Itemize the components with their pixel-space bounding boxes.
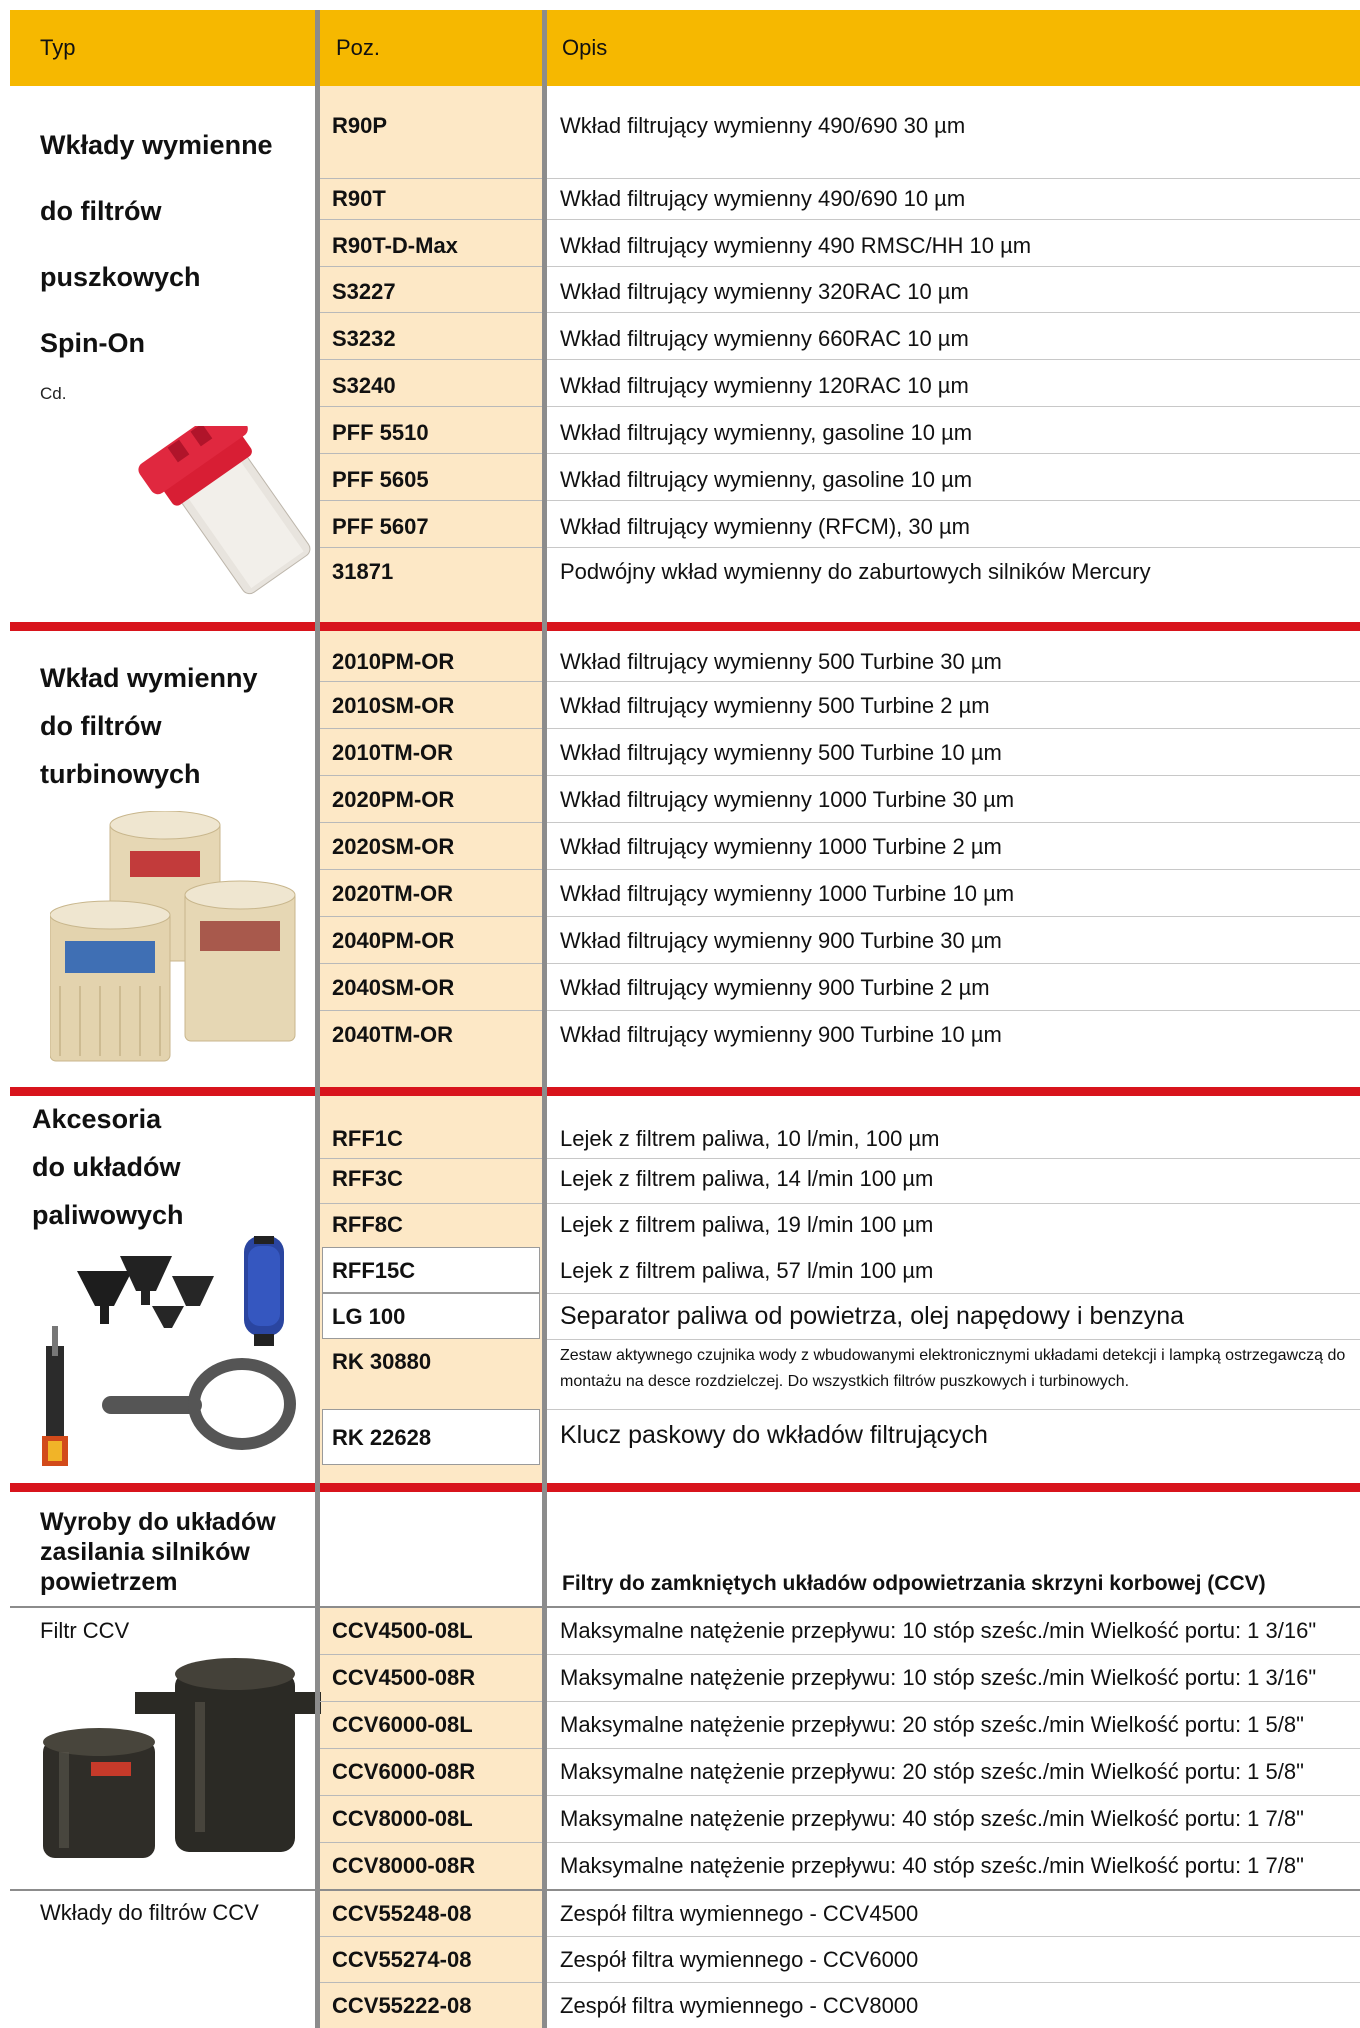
product-desc: Lejek z filtrem paliwa, 57 l/min 100 µm bbox=[560, 1258, 934, 1283]
column-separator bbox=[542, 10, 547, 2028]
product-code: RFF15C bbox=[332, 1258, 416, 1283]
section-title-line: puszkowych bbox=[40, 262, 201, 292]
product-desc: Zespół filtra wymiennego - CCV8000 bbox=[560, 1993, 919, 2018]
product-desc: Zespół filtra wymiennego - CCV4500 bbox=[560, 1901, 919, 1926]
product-code: 31871 bbox=[332, 559, 394, 584]
product-desc: Wkład filtrujący wymienny 120RAC 10 µm bbox=[560, 373, 969, 398]
section-accessories bbox=[10, 1096, 1360, 1483]
product-code: 2040TM-OR bbox=[332, 1022, 454, 1047]
product-desc: Maksymalne natężenie przepływu: 20 stóp sześc./min Wielkość portu: 1 5/8" bbox=[560, 1759, 1304, 1784]
product-desc: Wkład filtrujący wymienny 320RAC 10 µm bbox=[560, 279, 969, 304]
product-desc: Wkład filtrujący wymienny, gasoline 10 µm bbox=[560, 467, 973, 492]
product-desc: Maksymalne natężenie przepływu: 10 stóp sześc./min Wielkość portu: 1 3/16" bbox=[560, 1618, 1317, 1643]
product-code: PFF 5607 bbox=[332, 514, 429, 539]
product-code: R90P bbox=[332, 113, 388, 138]
product-code: RFF8C bbox=[332, 1212, 403, 1237]
product-code: R90T-D-Max bbox=[332, 233, 458, 258]
product-code: S3232 bbox=[332, 326, 396, 351]
product-code: CCV6000-08L bbox=[332, 1712, 473, 1737]
product-desc: Wkład filtrujący wymienny 500 Turbine 10 µm bbox=[560, 740, 1002, 765]
product-code: CCV8000-08L bbox=[332, 1806, 473, 1831]
section-title-line: Wyroby do układów bbox=[40, 1508, 276, 1536]
product-code: CCV4500-08L bbox=[332, 1618, 473, 1643]
product-desc: Wkład filtrujący wymienny 500 Turbine 30 µm bbox=[560, 649, 1002, 674]
product-desc: Wkład filtrujący wymienny 900 Turbine 2 µm bbox=[560, 975, 990, 1000]
turbine-elements-image bbox=[50, 811, 300, 1071]
product-code: CCV55248-08 bbox=[332, 1901, 472, 1926]
product-code: CCV55222-08 bbox=[332, 1993, 472, 2018]
section-title-line: powietrzem bbox=[40, 1568, 178, 1596]
product-code: LG 100 bbox=[332, 1304, 406, 1329]
group-label-ccv-elements: Wkłady do filtrów CCV bbox=[40, 1900, 259, 1925]
accessories-image bbox=[22, 1236, 322, 1481]
product-desc: Maksymalne natężenie przepływu: 10 stóp sześc./min Wielkość portu: 1 3/16" bbox=[560, 1665, 1317, 1690]
product-code: RFF3C bbox=[332, 1166, 403, 1191]
section-ccv bbox=[10, 1492, 1360, 2028]
product-desc: Maksymalne natężenie przepływu: 20 stóp sześc./min Wielkość portu: 1 5/8" bbox=[560, 1712, 1304, 1737]
product-code: 2010TM-OR bbox=[332, 740, 454, 765]
spin-on-filter-image bbox=[120, 426, 330, 616]
product-code: CCV6000-08R bbox=[332, 1759, 476, 1784]
product-code: PFF 5605 bbox=[332, 467, 429, 492]
product-desc: Wkład filtrujący wymienny, gasoline 10 µm bbox=[560, 420, 973, 445]
product-code: 2020SM-OR bbox=[332, 834, 455, 859]
section-title-line: Akcesoria bbox=[32, 1104, 162, 1134]
product-code: PFF 5510 bbox=[332, 420, 429, 445]
product-code: CCV4500-08R bbox=[332, 1665, 476, 1690]
product-desc: Maksymalne natężenie przepływu: 40 stóp sześc./min Wielkość portu: 1 7/8" bbox=[560, 1853, 1304, 1878]
section-title-line: do układów bbox=[32, 1152, 181, 1182]
product-code: S3227 bbox=[332, 279, 396, 304]
product-desc: Wkład filtrujący wymienny 1000 Turbine 10 µm bbox=[560, 881, 1015, 906]
header-opis: Opis bbox=[562, 35, 608, 60]
section-title-line: Spin-On bbox=[40, 328, 145, 358]
product-desc: Maksymalne natężenie przepływu: 40 stóp sześc./min Wielkość portu: 1 7/8" bbox=[560, 1806, 1304, 1831]
section-title-line: Wkłady wymienne bbox=[40, 130, 273, 160]
header-typ: Typ bbox=[40, 35, 76, 60]
product-desc: Wkład filtrujący wymienny 500 Turbine 2 µm bbox=[560, 693, 990, 718]
product-desc: Wkład filtrujący wymienny 1000 Turbine 30 µm bbox=[560, 787, 1015, 812]
product-desc: Separator paliwa od powietrza, olej napędowy i benzyna bbox=[560, 1302, 1184, 1330]
product-code: RK 30880 bbox=[332, 1349, 432, 1374]
product-desc: Lejek z filtrem paliwa, 10 l/min, 100 µm bbox=[560, 1126, 940, 1151]
section-title-line: do filtrów bbox=[40, 711, 162, 741]
product-desc: Wkład filtrujący wymienny 490/690 10 µm bbox=[560, 186, 966, 211]
product-desc: Wkład filtrujący wymienny (RFCM), 30 µm bbox=[560, 514, 970, 539]
product-table bbox=[10, 10, 1360, 2028]
product-desc: Wkład filtrujący wymienny 660RAC 10 µm bbox=[560, 326, 969, 351]
product-code: CCV55274-08 bbox=[332, 1947, 472, 1972]
product-code: RK 22628 bbox=[332, 1425, 432, 1450]
ccv-filters-image bbox=[35, 1652, 325, 1862]
product-desc: Wkład filtrujący wymienny 900 Turbine 30 µm bbox=[560, 928, 1002, 953]
product-desc: Wkład filtrujący wymienny 490 RMSC/HH 10 µm bbox=[560, 233, 1032, 258]
product-code: 2020PM-OR bbox=[332, 787, 455, 812]
section-title-line: do filtrów bbox=[40, 196, 162, 226]
pos-column-bg bbox=[320, 86, 542, 626]
section-title-line: paliwowych bbox=[32, 1200, 184, 1230]
section-title-line: Wkład wymienny bbox=[40, 663, 258, 693]
section-note: Cd. bbox=[40, 384, 67, 403]
group-label-ccv-filter: Filtr CCV bbox=[40, 1618, 130, 1643]
section-title-line: zasilania silników bbox=[40, 1538, 250, 1566]
product-code: 2020TM-OR bbox=[332, 881, 454, 906]
product-code: S3240 bbox=[332, 373, 396, 398]
product-code: 2040PM-OR bbox=[332, 928, 455, 953]
product-code: R90T bbox=[332, 186, 386, 211]
header-poz: Poz. bbox=[336, 35, 381, 60]
product-desc: Podwójny wkład wymienny do zaburtowych silników Mercury bbox=[560, 559, 1151, 584]
column-separator bbox=[315, 10, 320, 2028]
product-code: 2040SM-OR bbox=[332, 975, 455, 1000]
product-code: 2010PM-OR bbox=[332, 649, 455, 674]
section-divider bbox=[10, 1483, 1360, 1492]
product-desc: Lejek z filtrem paliwa, 19 l/min 100 µm bbox=[560, 1212, 934, 1237]
product-code: RFF1C bbox=[332, 1126, 403, 1151]
product-desc: Wkład filtrujący wymienny 900 Turbine 10 µm bbox=[560, 1022, 1002, 1047]
product-desc: Zespół filtra wymiennego - CCV6000 bbox=[560, 1947, 919, 1972]
section-turbine bbox=[10, 631, 1360, 1087]
product-desc: Klucz paskowy do wkładów filtrujących bbox=[560, 1421, 988, 1449]
section-divider bbox=[10, 1087, 1360, 1096]
product-desc: Zestaw aktywnego czujnika wody z wbudowanymi elektronicznymi układami detekcji i lampką ostrzegawczą do montażu na desce rozdzielczej. Do wszystkich filtrów puszkowych i turbinowych. bbox=[560, 1347, 1346, 1390]
section-title-line: turbinowych bbox=[40, 759, 201, 789]
product-code: CCV8000-08R bbox=[332, 1853, 476, 1878]
product-desc: Wkład filtrujący wymienny 1000 Turbine 2 µm bbox=[560, 834, 1002, 859]
section-spin-on bbox=[10, 86, 1360, 626]
ccv-subheading: Filtry do zamkniętych układów odpowietrzania skrzyni korbowej (CCV) bbox=[562, 1572, 1266, 1595]
table-header bbox=[10, 10, 1360, 86]
product-desc: Wkład filtrujący wymienny 490/690 30 µm bbox=[560, 113, 966, 138]
section-divider bbox=[10, 622, 1360, 631]
product-code: 2010SM-OR bbox=[332, 693, 455, 718]
product-desc: Lejek z filtrem paliwa, 14 l/min 100 µm bbox=[560, 1166, 934, 1191]
